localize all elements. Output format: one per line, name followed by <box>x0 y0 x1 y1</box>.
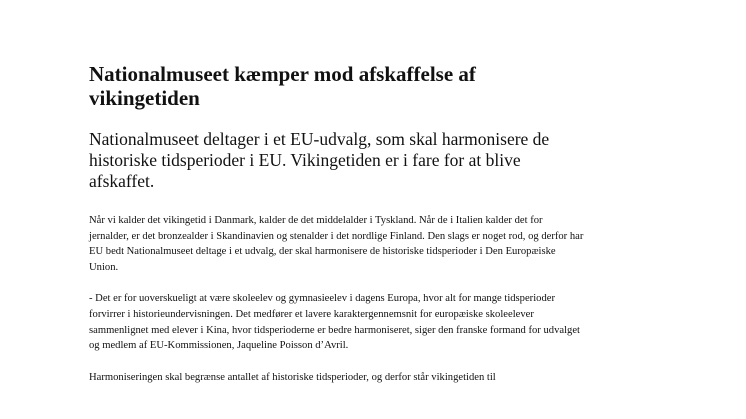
article-paragraph-1: Når vi kalder det vikingetid i Danmark, kalder de det middelalder i Tyskland. Når de i Italien kalder det for jernalder, er det bronzealder i Skandinavien og stenalder i det nordlige Finland. Den slags er noget rod, og derfor har EU bedt Nationalmuseet deltage i et udvalg, der skal harmonisere de historiske tidsperioder i Den Europæiske Union. <box>89 215 584 273</box>
article-paragraph-3: Harmoniseringen skal begrænse antallet af historiske tidsperioder, og derfor står vikingetiden til <box>89 371 496 383</box>
article <box>89 62 649 385</box>
article-lead: Nationalmuseet deltager i et EU-udvalg, som skal harmonisere de historiske tidsperioder i EU. Vikingetiden er i fare for at blive afskaffet. <box>89 129 550 191</box>
article-title: Nationalmuseet kæmper mod afskaffelse af vikingetiden <box>89 62 476 110</box>
article-paragraph-2: - Det er for uoverskueligt at være skoleelev og gymnasieelev i dagens Europa, hvor alt for mange tidsperioder forvirrer i historieundervisningen. Det medfører et lavere karaktergennemsnit for europæiske skoleelever sammenlignet med elever i Kina, hvor tidsperioderne er bedre harmoniseret, siger den franske formand for udvalget og medlem af EU-Kommissionen, Jaqueline Poisson d’Avril. <box>89 293 580 352</box>
